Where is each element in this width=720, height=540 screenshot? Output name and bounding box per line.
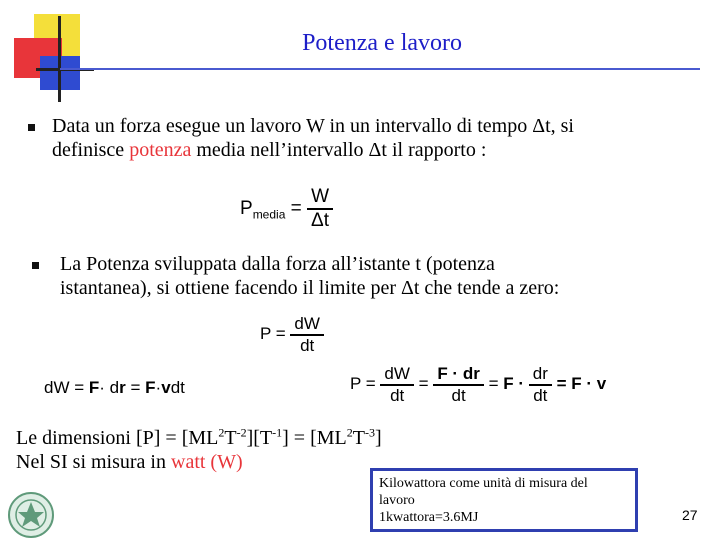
formula-pmedia: $P_{media}$ = $\frac{W}{\Delta t}$ [240, 186, 333, 232]
bullet-marker [28, 124, 35, 131]
formula-p-expanded: P = $\frac{dW}{dt}$ = $\frac{F \cdot dr}{dt}$ = F · $\frac{dr}{dt}$ = F · v [350, 364, 607, 405]
bullet-marker [32, 262, 39, 269]
page-number: 27 [682, 507, 698, 523]
bullet-2-text: La Potenza sviluppata dalla forza all’istante t (potenza istantanea), si ottiene facendo il limite per Δt che tende a zero: [60, 253, 560, 299]
formula-p: P = $\frac{dW}{dt}$ [260, 314, 324, 356]
slide-title: Potenza e lavoro [302, 30, 462, 56]
potenza-highlight: potenza [129, 139, 192, 161]
bullet-1-text: Data un forza esegue un lavoro W in un intervallo di tempo Δt, si definisce potenza media nell’intervallo Δt il rapporto : [52, 115, 574, 161]
title-rule [60, 68, 700, 70]
formula-dw: dW = F· dr = F·vdt [44, 378, 185, 397]
decor-vertical-line [58, 16, 61, 102]
watt-highlight: watt (W) [171, 451, 243, 473]
dimensions-text: Le dimensioni $[P] = [ML^2T^{-2}][T^{-1}] = [ML^2T^{-3}]$ Nel SI si misura in watt (W) [16, 425, 382, 473]
kilowattora-box: Kilowattora come unità di misura del lavoro 1kwattora=3.6MJ [370, 468, 638, 532]
university-seal-icon [6, 490, 56, 540]
